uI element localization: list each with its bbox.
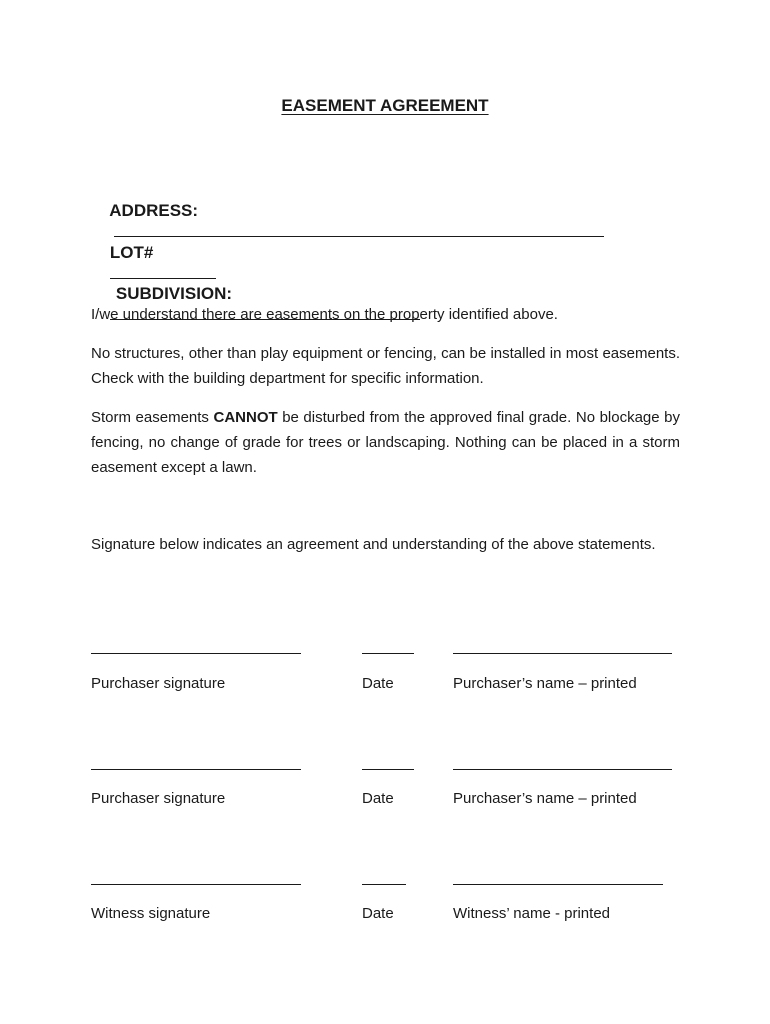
- witness-name-line[interactable]: [453, 884, 663, 885]
- cannot-emphasis: CANNOT: [213, 409, 278, 426]
- address-label: ADDRESS:: [109, 201, 199, 220]
- subdivision-label: SUBDIVISION:: [115, 284, 233, 303]
- purchaser-name-label: Purchaser’s name – printed: [453, 675, 637, 692]
- date-line[interactable]: [362, 653, 414, 654]
- storm-text-start: Storm easements: [91, 409, 214, 426]
- date-label: Date: [362, 905, 394, 922]
- paragraph-structures: No structures, other than play equipment or fencing, can be installed in most easements. Check with the building department for specific information.: [91, 345, 680, 387]
- date-line[interactable]: [362, 884, 406, 885]
- purchaser-signature-label: Purchaser signature: [91, 790, 226, 807]
- paragraph-signature-statement: Signature below indicates an agreement and understanding of the above statements.: [91, 536, 656, 553]
- purchaser-name-label: Purchaser’s name – printed: [453, 790, 637, 807]
- purchaser-name-line[interactable]: [453, 769, 672, 770]
- date-label: Date: [362, 675, 394, 692]
- storm-text-end: be disturbed from the approved final grade. No blockage by fencing, no change of grade for trees or landscaping. Nothing can be placed in a storm easement except a lawn.: [91, 409, 681, 476]
- purchaser-signature-line[interactable]: [91, 653, 301, 654]
- purchaser-name-line[interactable]: [453, 653, 672, 654]
- date-label: Date: [362, 790, 394, 807]
- purchaser-signature-label: Purchaser signature: [91, 675, 226, 692]
- paragraph-storm-easements: [91, 405, 680, 480]
- purchaser-signature-line[interactable]: [91, 769, 301, 770]
- lot-blank[interactable]: [110, 263, 216, 279]
- lot-label: LOT#: [109, 243, 154, 262]
- witness-signature-label: Witness signature: [91, 905, 211, 922]
- document-title: EASEMENT AGREEMENT: [281, 96, 489, 115]
- witness-name-label: Witness’ name - printed: [453, 905, 611, 922]
- witness-signature-line[interactable]: [91, 884, 301, 885]
- date-line[interactable]: [362, 769, 414, 770]
- paragraph-easement-notice: I/we understand there are easements on the property identified above.: [91, 306, 558, 323]
